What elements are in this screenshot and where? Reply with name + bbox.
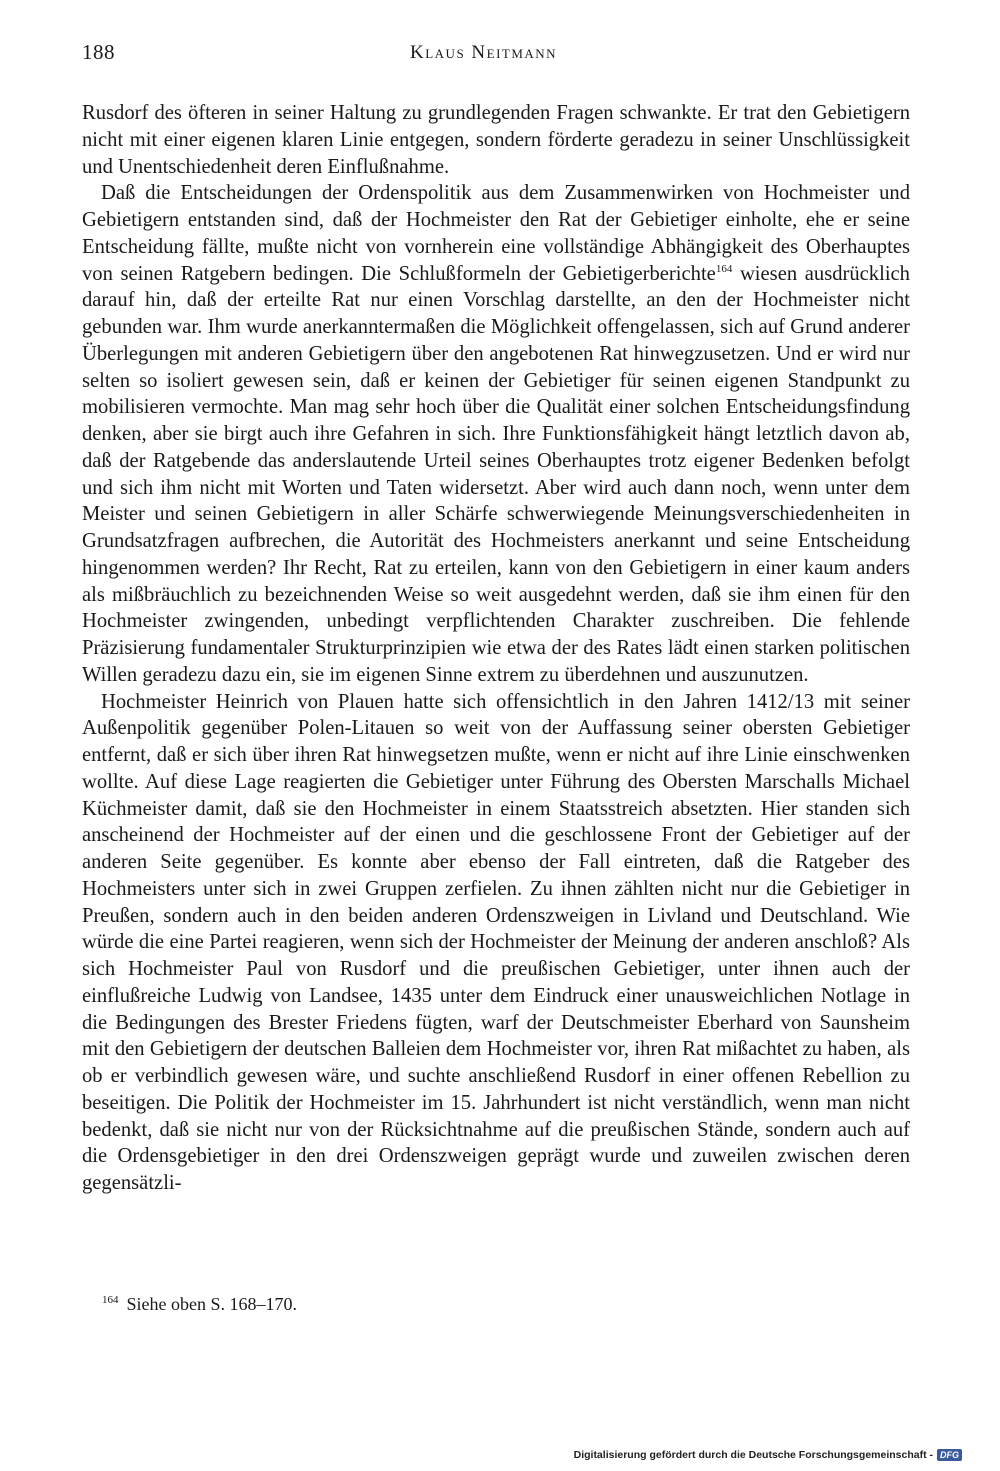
paragraph-2 bbox=[82, 180, 910, 688]
body-text bbox=[82, 100, 910, 1197]
running-head: Klaus Neitmann bbox=[410, 42, 558, 63]
footnote-text: Siehe oben S. 168–170. bbox=[126, 1294, 297, 1314]
footnote-reference[interactable]: 164 bbox=[715, 262, 733, 275]
paragraph-1: Rusdorf des öfteren in seiner Haltung zu grundlegenden Fragen schwankte. Er trat den Gebietigern nicht mit einer eigenen klaren Linie entgegen, sondern förderte geradezu in seiner Unschlüssigkeit und Unentschiedenheit deren Einflußnahme. bbox=[82, 102, 910, 178]
paragraph-2-part-b: wiesen ausdrücklich darauf hin, daß der erteilte Rat nur einen Vorschlag darstellte, an den der Hochmeister nicht gebunden war. Ihm wurde anerkanntermaßen die Möglichkeit offengelassen, sich auf Grund anderer Überlegungen mit anderen Gebietigern über den angebotenen Rat hinwegzusetzen. Und er wird nur selten so isoliert gewesen sein, daß er keinen der Gebietiger für seinen eigenen Standpunkt zu mobilisieren vermochte. Man mag sehr hoch über die Qualität einer solchen Entscheidungsfindung denken, aber sie birgt auch ihre Gefahren in sich. Ihre Funktionsfähigkeit hängt letztlich davon ab, daß der Ratgebende das anderslautende Urteil seines Oberhauptes trotz eigener Bedenken befolgt und sich ihm nicht mit Worten und Taten widersetzt. Aber wird auch dann noch, wenn unter dem Meister und seinen Gebietigern in aller Schärfe schwerwiegende Meinungsverschiedenheiten in Grundsatzfragen aufbrechen, die Autorität des Hochmeisters anerkannt und seine Entscheidung hingenommen werden? Ihr Recht, Rat zu erteilen, kann von den Gebietigern in einer kaum anders als mißbräuchlich zu bezeichnenden Weise so weit ausgedehnt werden, daß sie ihm einen für den Hochmeister zwingenden, unbedingt verpflichtenden Charakter zuschreiben. Die fehlende Präzisierung fundamentaler Strukturprinzipien wie etwa der des Rates lädt einen starken politischen Willen geradezu dazu ein, sie im eigenen Sinne extrem zu überdehnen und auszunutzen. bbox=[82, 262, 910, 686]
dfg-logo-icon: DFG bbox=[937, 1449, 962, 1461]
paragraph-2-part-a: Daß die Entscheidungen der Ordenspolitik aus dem Zusammenwirken von Hochmeister und Gebietigern entstanden sind, daß der Hochmeister den Rat der Gebietiger einholte, ehe er seine Entscheidung fällte, mußte nicht von vornherein eine vollständige Abhängigkeit des Oberhauptes von seinen Ratgebern bedingen. Die Schlußformeln der Gebietigerberichte bbox=[82, 182, 910, 285]
page-number: 188 bbox=[82, 40, 115, 64]
funding-text: Digitalisierung gefördert durch die Deutsche Forschungsgemeinschaft - bbox=[573, 1449, 933, 1461]
footnote-number: 164 bbox=[102, 1294, 119, 1306]
paragraph-3: Hochmeister Heinrich von Plauen hatte sich offensichtlich in den Jahren 1412/13 mit seiner Außenpolitik gegenüber Polen-Litauen so weit von der Auffassung seiner obersten Gebietiger entfernt, daß er sich über ihren Rat hinwegsetzen mußte, wenn er nicht auf ihre Linie einschwenken wollte. Auf diese Lage reagierten die Gebietiger unter Führung des Obersten Marschalls Michael Küchmeister damit, daß sie den Hochmeister in einem Staatsstreich absetzten. Hier standen sich anscheinend der Hochmeister auf der einen und die geschlossene Front der Gebietiger auf der anderen Seite gegenüber. Es konnte aber ebenso der Fall eintreten, daß die Ratgeber des Hochmeisters unter sich in zwei Gruppen zerfielen. Zu ihnen zählten nicht nur die Gebietiger in Preußen, sondern auch in den beiden anderen Ordenszweigen in Livland und Deutschland. Wie würde die eine Partei reagieren, wenn sich der Hochmeister der Meinung der anderen anschloß? Als sich Hochmeister Paul von Rusdorf und die preußischen Gebietiger, unter ihnen auch der einflußreiche Ludwig von Landsee, 1435 unter dem Eindruck einer unausweichlichen Notlage in die Bedingungen des Brester Friedens fügten, warf der Deutschmeister Eberhard von Saunsheim mit den Gebietigern der deutschen Balleien dem Hochmeister vor, ihren Rat mißachtet zu haben, als ob er verbindlich gewesen wäre, und suchte anschließend Rusdorf in einer offenen Rebellion zu beseitigen. Die Politik der Hochmeister im 15. Jahrhundert ist nicht verständlich, wenn man nicht bedenkt, daß sie nicht nur von der Rücksichtnahme auf die preußischen Stände, sondern auch auf die Ordensgebietiger in den drei Ordenszweigen geprägt wurde und zuweilen zwischen deren gegensätzli- bbox=[82, 690, 910, 1194]
footnote bbox=[102, 1294, 297, 1315]
funding-note bbox=[574, 1449, 962, 1461]
